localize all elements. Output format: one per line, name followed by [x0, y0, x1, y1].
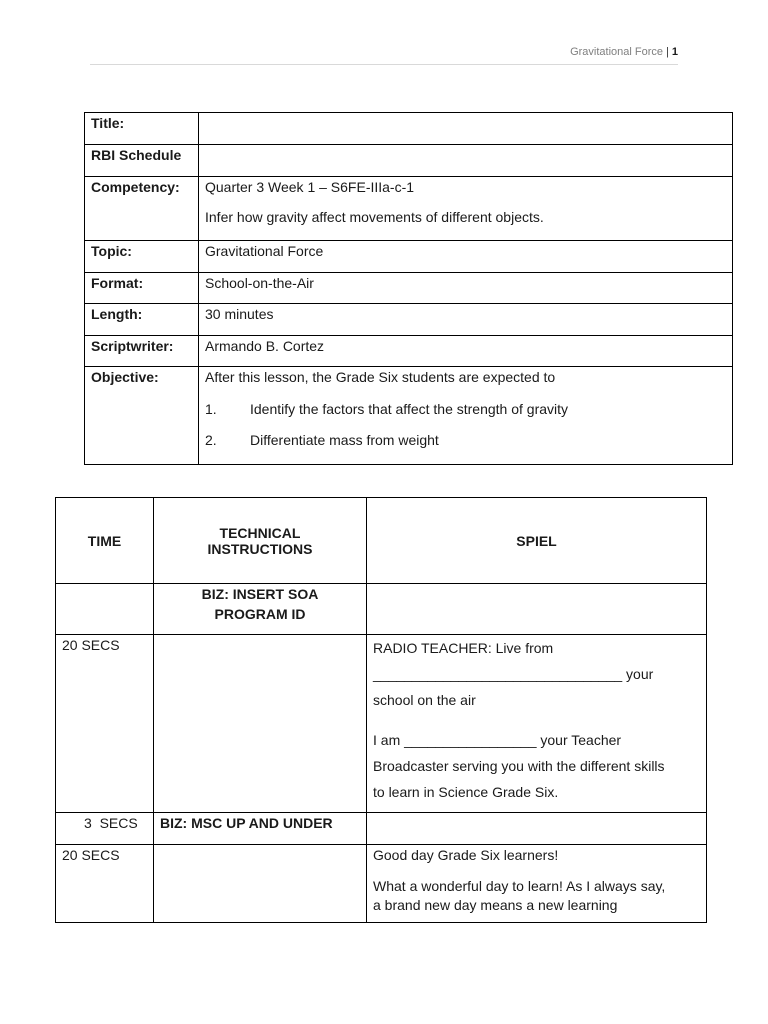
page-number: 1 — [671, 46, 678, 58]
script-row — [56, 635, 707, 813]
time-cell: 3 SECS — [56, 813, 154, 845]
tech-cell: BIZ: MSC UP AND UNDER — [154, 813, 367, 845]
rbi-value — [199, 145, 733, 177]
technical-header-line1: TECHNICAL — [219, 524, 301, 541]
script-header-row — [56, 498, 707, 584]
competency-label: Competency: — [85, 177, 199, 241]
spiel-line: RADIO TEACHER: Live from — [373, 640, 554, 656]
page-header — [90, 46, 678, 65]
spiel-line: a brand new day means a new learning — [373, 897, 618, 913]
spiel-line: ________________________________ your — [373, 666, 654, 682]
scriptwriter-label: Scriptwriter: — [85, 336, 199, 367]
time-cell — [56, 584, 154, 635]
length-value: 30 minutes — [199, 304, 733, 336]
spiel-line: to learn in Science Grade Six. — [373, 784, 559, 800]
spiel-line: Broadcaster serving you with the different skills — [373, 758, 665, 774]
info-row-length — [85, 304, 733, 336]
objective-number: 2. — [205, 432, 217, 448]
objective-text: Differentiate mass from weight — [250, 432, 439, 448]
script-row — [56, 584, 707, 635]
info-row-topic — [85, 241, 733, 273]
competency-description: Infer how gravity affect movements of different objects. — [205, 209, 544, 225]
objective-item — [205, 401, 726, 417]
objective-item — [205, 432, 726, 448]
competency-value — [199, 177, 733, 241]
length-label: Length: — [85, 304, 199, 336]
objective-number: 1. — [205, 401, 217, 417]
format-label: Format: — [85, 273, 199, 304]
technical-header — [154, 498, 367, 584]
topic-value: Gravitational Force — [199, 241, 733, 273]
topic-label: Topic: — [85, 241, 199, 273]
objective-intro: After this lesson, the Grade Six students are expected to — [205, 369, 556, 385]
spiel-line: What a wonderful day to learn! As I always say, — [373, 878, 666, 894]
rbi-label: RBI Schedule — [85, 145, 199, 177]
scriptwriter-value: Armando B. Cortez — [199, 336, 733, 367]
info-row-format — [85, 273, 733, 304]
time-cell: 20 SECS — [56, 845, 154, 923]
spiel-cell — [367, 584, 707, 635]
spiel-line: Good day Grade Six learners! — [373, 847, 559, 863]
info-row-title — [85, 113, 733, 145]
header-title: Gravitational Force — [570, 46, 664, 58]
info-row-objective — [85, 367, 733, 465]
time-header: TIME — [56, 498, 154, 584]
time-cell: 20 SECS — [56, 635, 154, 813]
script-table — [55, 497, 707, 923]
spiel-line: I am _________________ your Teacher — [373, 732, 622, 748]
tech-cell — [154, 845, 367, 923]
script-row — [56, 813, 707, 845]
technical-header-line2: INSTRUCTIONS — [207, 540, 313, 557]
script-row — [56, 845, 707, 923]
spiel-header: SPIEL — [367, 498, 707, 584]
tech-cell — [154, 635, 367, 813]
spiel-cell — [367, 845, 707, 923]
info-row-competency — [85, 177, 733, 241]
spiel-line: school on the air — [373, 692, 476, 708]
objective-text: Identify the factors that affect the strength of gravity — [250, 401, 569, 417]
tech-line: PROGRAM ID — [214, 606, 306, 622]
tech-cell — [154, 584, 367, 635]
spiel-cell — [367, 635, 707, 813]
objective-value — [199, 367, 733, 465]
format-value: School-on-the-Air — [199, 273, 733, 304]
title-value — [199, 113, 733, 145]
objective-label: Objective: — [85, 367, 199, 465]
info-row-rbi — [85, 145, 733, 177]
header-separator: | — [666, 46, 669, 58]
tech-line: BIZ: INSERT SOA — [201, 586, 319, 602]
title-label: Title: — [85, 113, 199, 145]
spiel-cell — [367, 813, 707, 845]
competency-code: Quarter 3 Week 1 – S6FE-IIIa-c-1 — [205, 179, 415, 195]
lesson-info-table — [84, 112, 733, 465]
info-row-scriptwriter — [85, 336, 733, 367]
